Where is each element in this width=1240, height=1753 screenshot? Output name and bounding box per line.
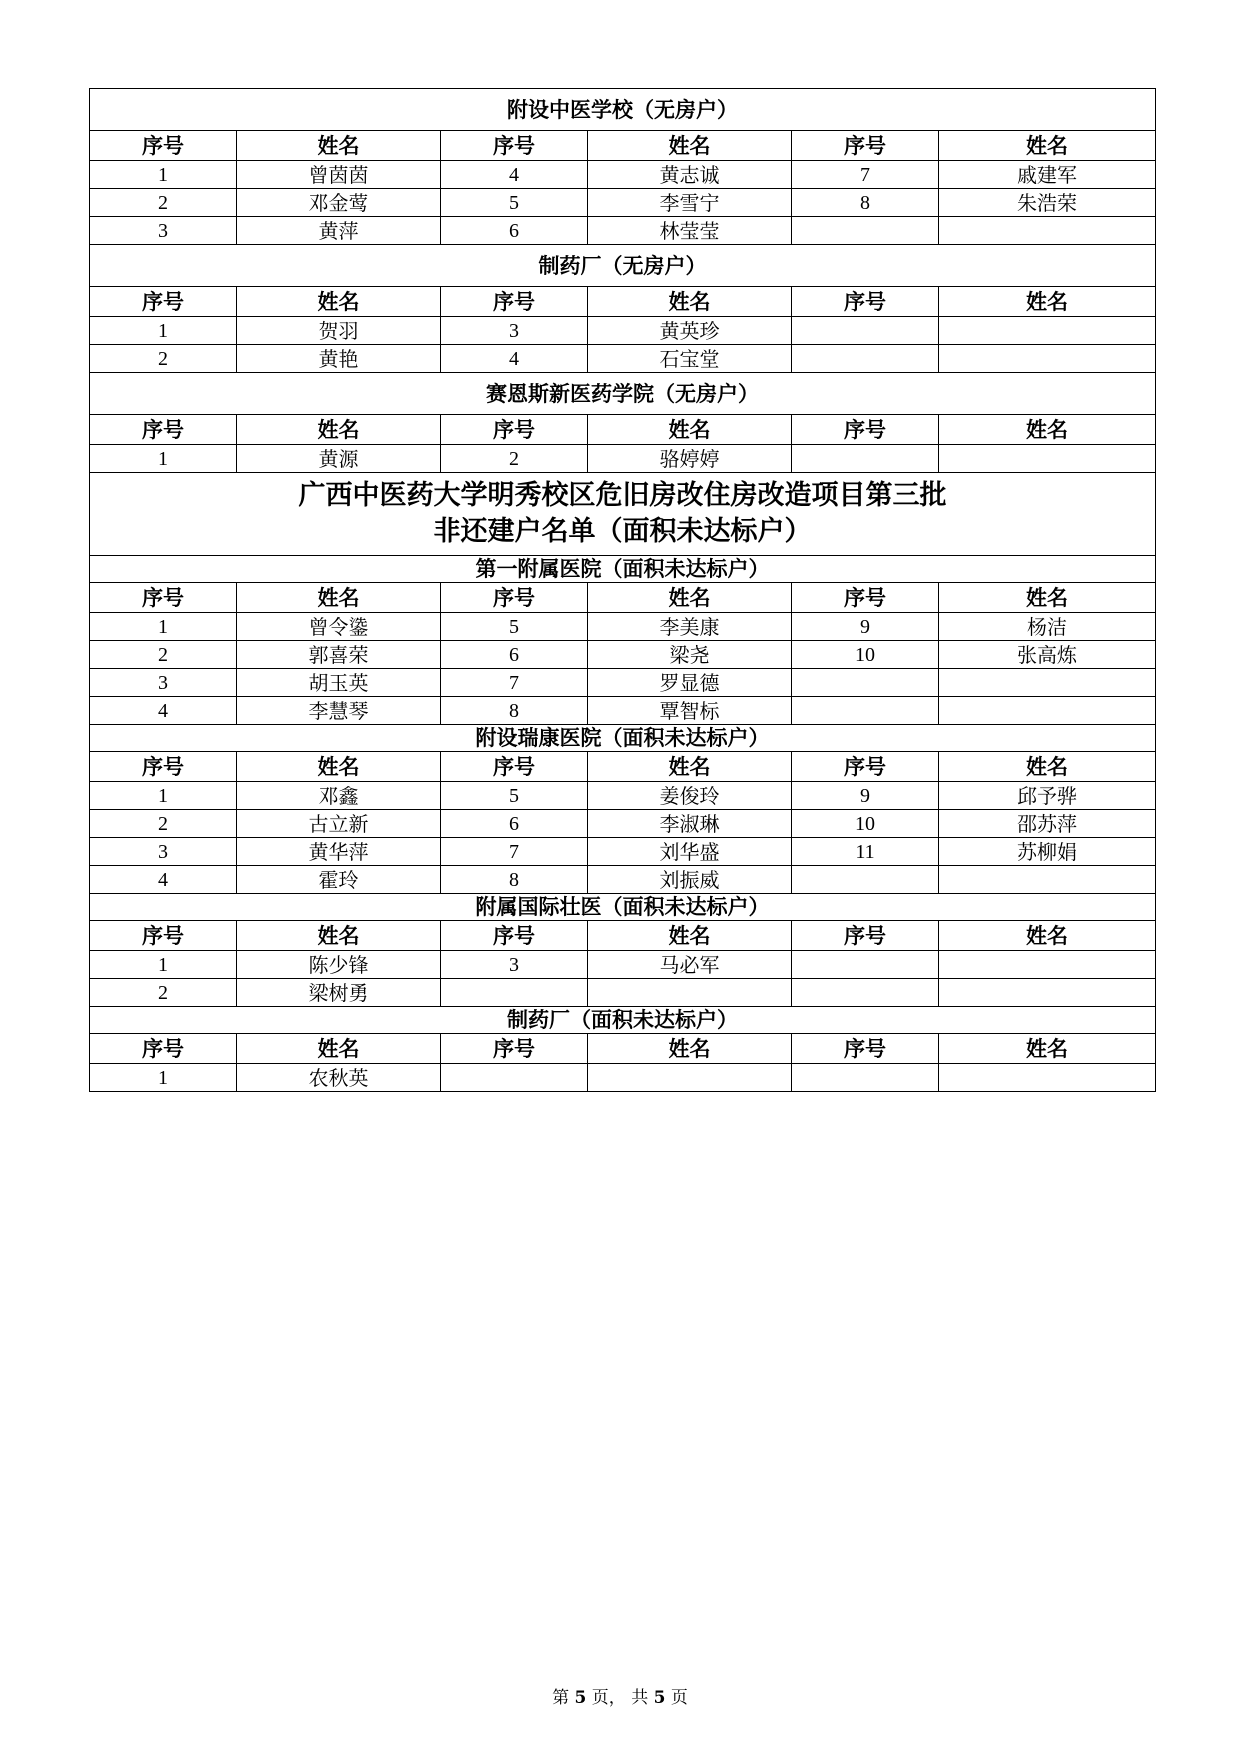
seq-cell: 2 [441,445,588,473]
name-cell [939,866,1156,894]
name-cell [939,697,1156,725]
name-cell: 郭喜荣 [237,641,441,669]
seq-cell: 5 [441,613,588,641]
table-row [90,161,1156,189]
name-cell: 曾令鍌 [237,613,441,641]
table-row [90,979,1156,1007]
seq-cell [441,1064,588,1092]
name-cell [588,979,792,1007]
section-title-row [90,245,1156,287]
seq-cell: 1 [90,1064,237,1092]
seq-cell [792,979,939,1007]
seq-cell: 3 [90,217,237,245]
name-cell: 邱予骅 [939,782,1156,810]
column-header-row [90,415,1156,445]
header-name: 姓名 [237,921,441,951]
seq-cell: 6 [441,217,588,245]
seq-cell [792,1064,939,1092]
name-cell: 李慧琴 [237,697,441,725]
header-seq: 序号 [90,415,237,445]
seq-cell [792,951,939,979]
document-title-row [90,473,1156,556]
section-title-row [90,725,1156,752]
section-title-row [90,556,1156,583]
seq-cell [792,697,939,725]
section-title-row [90,1007,1156,1034]
seq-cell: 5 [441,189,588,217]
header-name: 姓名 [237,583,441,613]
header-seq: 序号 [441,752,588,782]
header-name: 姓名 [939,583,1156,613]
seq-cell: 10 [792,641,939,669]
header-name: 姓名 [588,1034,792,1064]
name-cell: 林莹莹 [588,217,792,245]
table-row [90,317,1156,345]
header-seq: 序号 [792,131,939,161]
name-cell: 农秋英 [237,1064,441,1092]
seq-cell: 4 [90,866,237,894]
header-seq: 序号 [90,287,237,317]
name-cell: 黄华萍 [237,838,441,866]
seq-cell: 8 [441,866,588,894]
seq-cell [792,217,939,245]
seq-cell: 1 [90,317,237,345]
header-name: 姓名 [237,1034,441,1064]
header-seq: 序号 [792,287,939,317]
seq-cell: 7 [441,838,588,866]
seq-cell: 4 [441,161,588,189]
section-title: 赛恩斯新医药学院（无房户） [90,373,1156,415]
table-row [90,697,1156,725]
header-name: 姓名 [588,583,792,613]
seq-cell: 9 [792,613,939,641]
name-cell: 梁尧 [588,641,792,669]
header-seq: 序号 [792,1034,939,1064]
header-seq: 序号 [90,752,237,782]
roster-table [89,88,1156,1092]
footer-prefix: 第 [552,1688,575,1708]
seq-cell: 2 [90,810,237,838]
column-header-row [90,131,1156,161]
seq-cell: 1 [90,782,237,810]
name-cell: 曾茵茵 [237,161,441,189]
seq-cell: 2 [90,979,237,1007]
seq-cell: 3 [90,669,237,697]
table-row [90,1064,1156,1092]
name-cell: 刘振威 [588,866,792,894]
document-title [90,473,1156,556]
header-name: 姓名 [939,921,1156,951]
seq-cell: 3 [90,838,237,866]
table-row [90,782,1156,810]
footer-page-number: 5 [574,1688,587,1708]
header-name: 姓名 [939,415,1156,445]
table-row [90,217,1156,245]
name-cell [939,951,1156,979]
seq-cell: 2 [90,345,237,373]
name-cell: 张高炼 [939,641,1156,669]
name-cell: 朱浩荣 [939,189,1156,217]
column-header-row [90,752,1156,782]
name-cell: 覃智标 [588,697,792,725]
seq-cell: 9 [792,782,939,810]
table-row [90,810,1156,838]
header-name: 姓名 [588,287,792,317]
header-seq: 序号 [441,131,588,161]
name-cell [939,669,1156,697]
seq-cell [792,345,939,373]
column-header-row [90,287,1156,317]
table-row [90,669,1156,697]
column-header-row [90,921,1156,951]
seq-cell: 6 [441,810,588,838]
name-cell: 黄源 [237,445,441,473]
header-seq: 序号 [792,752,939,782]
section-title: 附设中医学校（无房户） [90,89,1156,131]
seq-cell: 1 [90,445,237,473]
section-title: 附属国际壮医（面积未达标户） [90,894,1156,921]
table-row [90,345,1156,373]
section-title: 附设瑞康医院（面积未达标户） [90,725,1156,752]
header-seq: 序号 [792,583,939,613]
name-cell: 黄艳 [237,345,441,373]
header-seq: 序号 [90,583,237,613]
seq-cell: 3 [441,317,588,345]
seq-cell: 3 [441,951,588,979]
seq-cell: 1 [90,161,237,189]
name-cell [939,979,1156,1007]
header-name: 姓名 [939,131,1156,161]
header-seq: 序号 [441,287,588,317]
seq-cell: 7 [441,669,588,697]
header-seq: 序号 [441,415,588,445]
document-title-line-2: 非还建户名单（面积未达标户） [433,516,812,547]
name-cell: 杨洁 [939,613,1156,641]
seq-cell: 1 [90,951,237,979]
seq-cell: 10 [792,810,939,838]
footer-suffix: 页 [665,1688,688,1708]
table-row [90,866,1156,894]
header-name: 姓名 [237,752,441,782]
section-title-row [90,894,1156,921]
name-cell: 黄志诚 [588,161,792,189]
seq-cell [441,979,588,1007]
header-seq: 序号 [90,921,237,951]
name-cell: 马必军 [588,951,792,979]
seq-cell: 2 [90,641,237,669]
name-cell [939,217,1156,245]
seq-cell [792,866,939,894]
name-cell [939,345,1156,373]
name-cell: 胡玉英 [237,669,441,697]
name-cell: 骆婷婷 [588,445,792,473]
table-row [90,951,1156,979]
name-cell: 刘华盛 [588,838,792,866]
name-cell [939,317,1156,345]
table-row [90,641,1156,669]
seq-cell: 6 [441,641,588,669]
name-cell: 梁树勇 [237,979,441,1007]
seq-cell: 8 [441,697,588,725]
name-cell: 邓鑫 [237,782,441,810]
name-cell: 苏柳娟 [939,838,1156,866]
footer-total-pages: 5 [653,1688,666,1708]
name-cell: 黄萍 [237,217,441,245]
section-title-row [90,89,1156,131]
header-name: 姓名 [588,921,792,951]
section-title: 制药厂（面积未达标户） [90,1007,1156,1034]
header-name: 姓名 [939,752,1156,782]
header-seq: 序号 [441,921,588,951]
section-title: 第一附属医院（面积未达标户） [90,556,1156,583]
seq-cell: 4 [90,697,237,725]
name-cell: 邵苏萍 [939,810,1156,838]
name-cell: 陈少锋 [237,951,441,979]
name-cell [588,1064,792,1092]
seq-cell: 11 [792,838,939,866]
header-name: 姓名 [237,415,441,445]
page-footer [0,1683,1240,1708]
seq-cell [792,669,939,697]
table-row [90,189,1156,217]
name-cell [939,445,1156,473]
name-cell: 黄英珍 [588,317,792,345]
name-cell: 罗显德 [588,669,792,697]
seq-cell: 5 [441,782,588,810]
header-seq: 序号 [441,583,588,613]
name-cell: 古立新 [237,810,441,838]
header-name: 姓名 [237,131,441,161]
name-cell: 霍玲 [237,866,441,894]
table-row [90,613,1156,641]
roster-body [90,89,1156,1092]
seq-cell: 4 [441,345,588,373]
seq-cell [792,445,939,473]
header-name: 姓名 [588,752,792,782]
header-name: 姓名 [939,1034,1156,1064]
header-seq: 序号 [792,415,939,445]
seq-cell: 8 [792,189,939,217]
header-name: 姓名 [588,131,792,161]
name-cell: 石宝堂 [588,345,792,373]
table-row [90,445,1156,473]
name-cell: 李淑琳 [588,810,792,838]
name-cell: 李美康 [588,613,792,641]
name-cell: 邓金莺 [237,189,441,217]
header-name: 姓名 [939,287,1156,317]
header-name: 姓名 [588,415,792,445]
name-cell: 李雪宁 [588,189,792,217]
table-row [90,838,1156,866]
column-header-row [90,1034,1156,1064]
section-title-row [90,373,1156,415]
header-name: 姓名 [237,287,441,317]
footer-middle: 页， 共 [586,1688,654,1708]
section-title: 制药厂（无房户） [90,245,1156,287]
header-seq: 序号 [441,1034,588,1064]
header-seq: 序号 [792,921,939,951]
header-seq: 序号 [90,131,237,161]
column-header-row [90,583,1156,613]
name-cell: 姜俊玲 [588,782,792,810]
document-title-line-1: 广西中医药大学明秀校区危旧房改住房改造项目第三批 [298,480,947,511]
seq-cell: 2 [90,189,237,217]
header-seq: 序号 [90,1034,237,1064]
name-cell: 戚建军 [939,161,1156,189]
name-cell [939,1064,1156,1092]
seq-cell: 7 [792,161,939,189]
name-cell: 贺羽 [237,317,441,345]
seq-cell [792,317,939,345]
seq-cell: 1 [90,613,237,641]
